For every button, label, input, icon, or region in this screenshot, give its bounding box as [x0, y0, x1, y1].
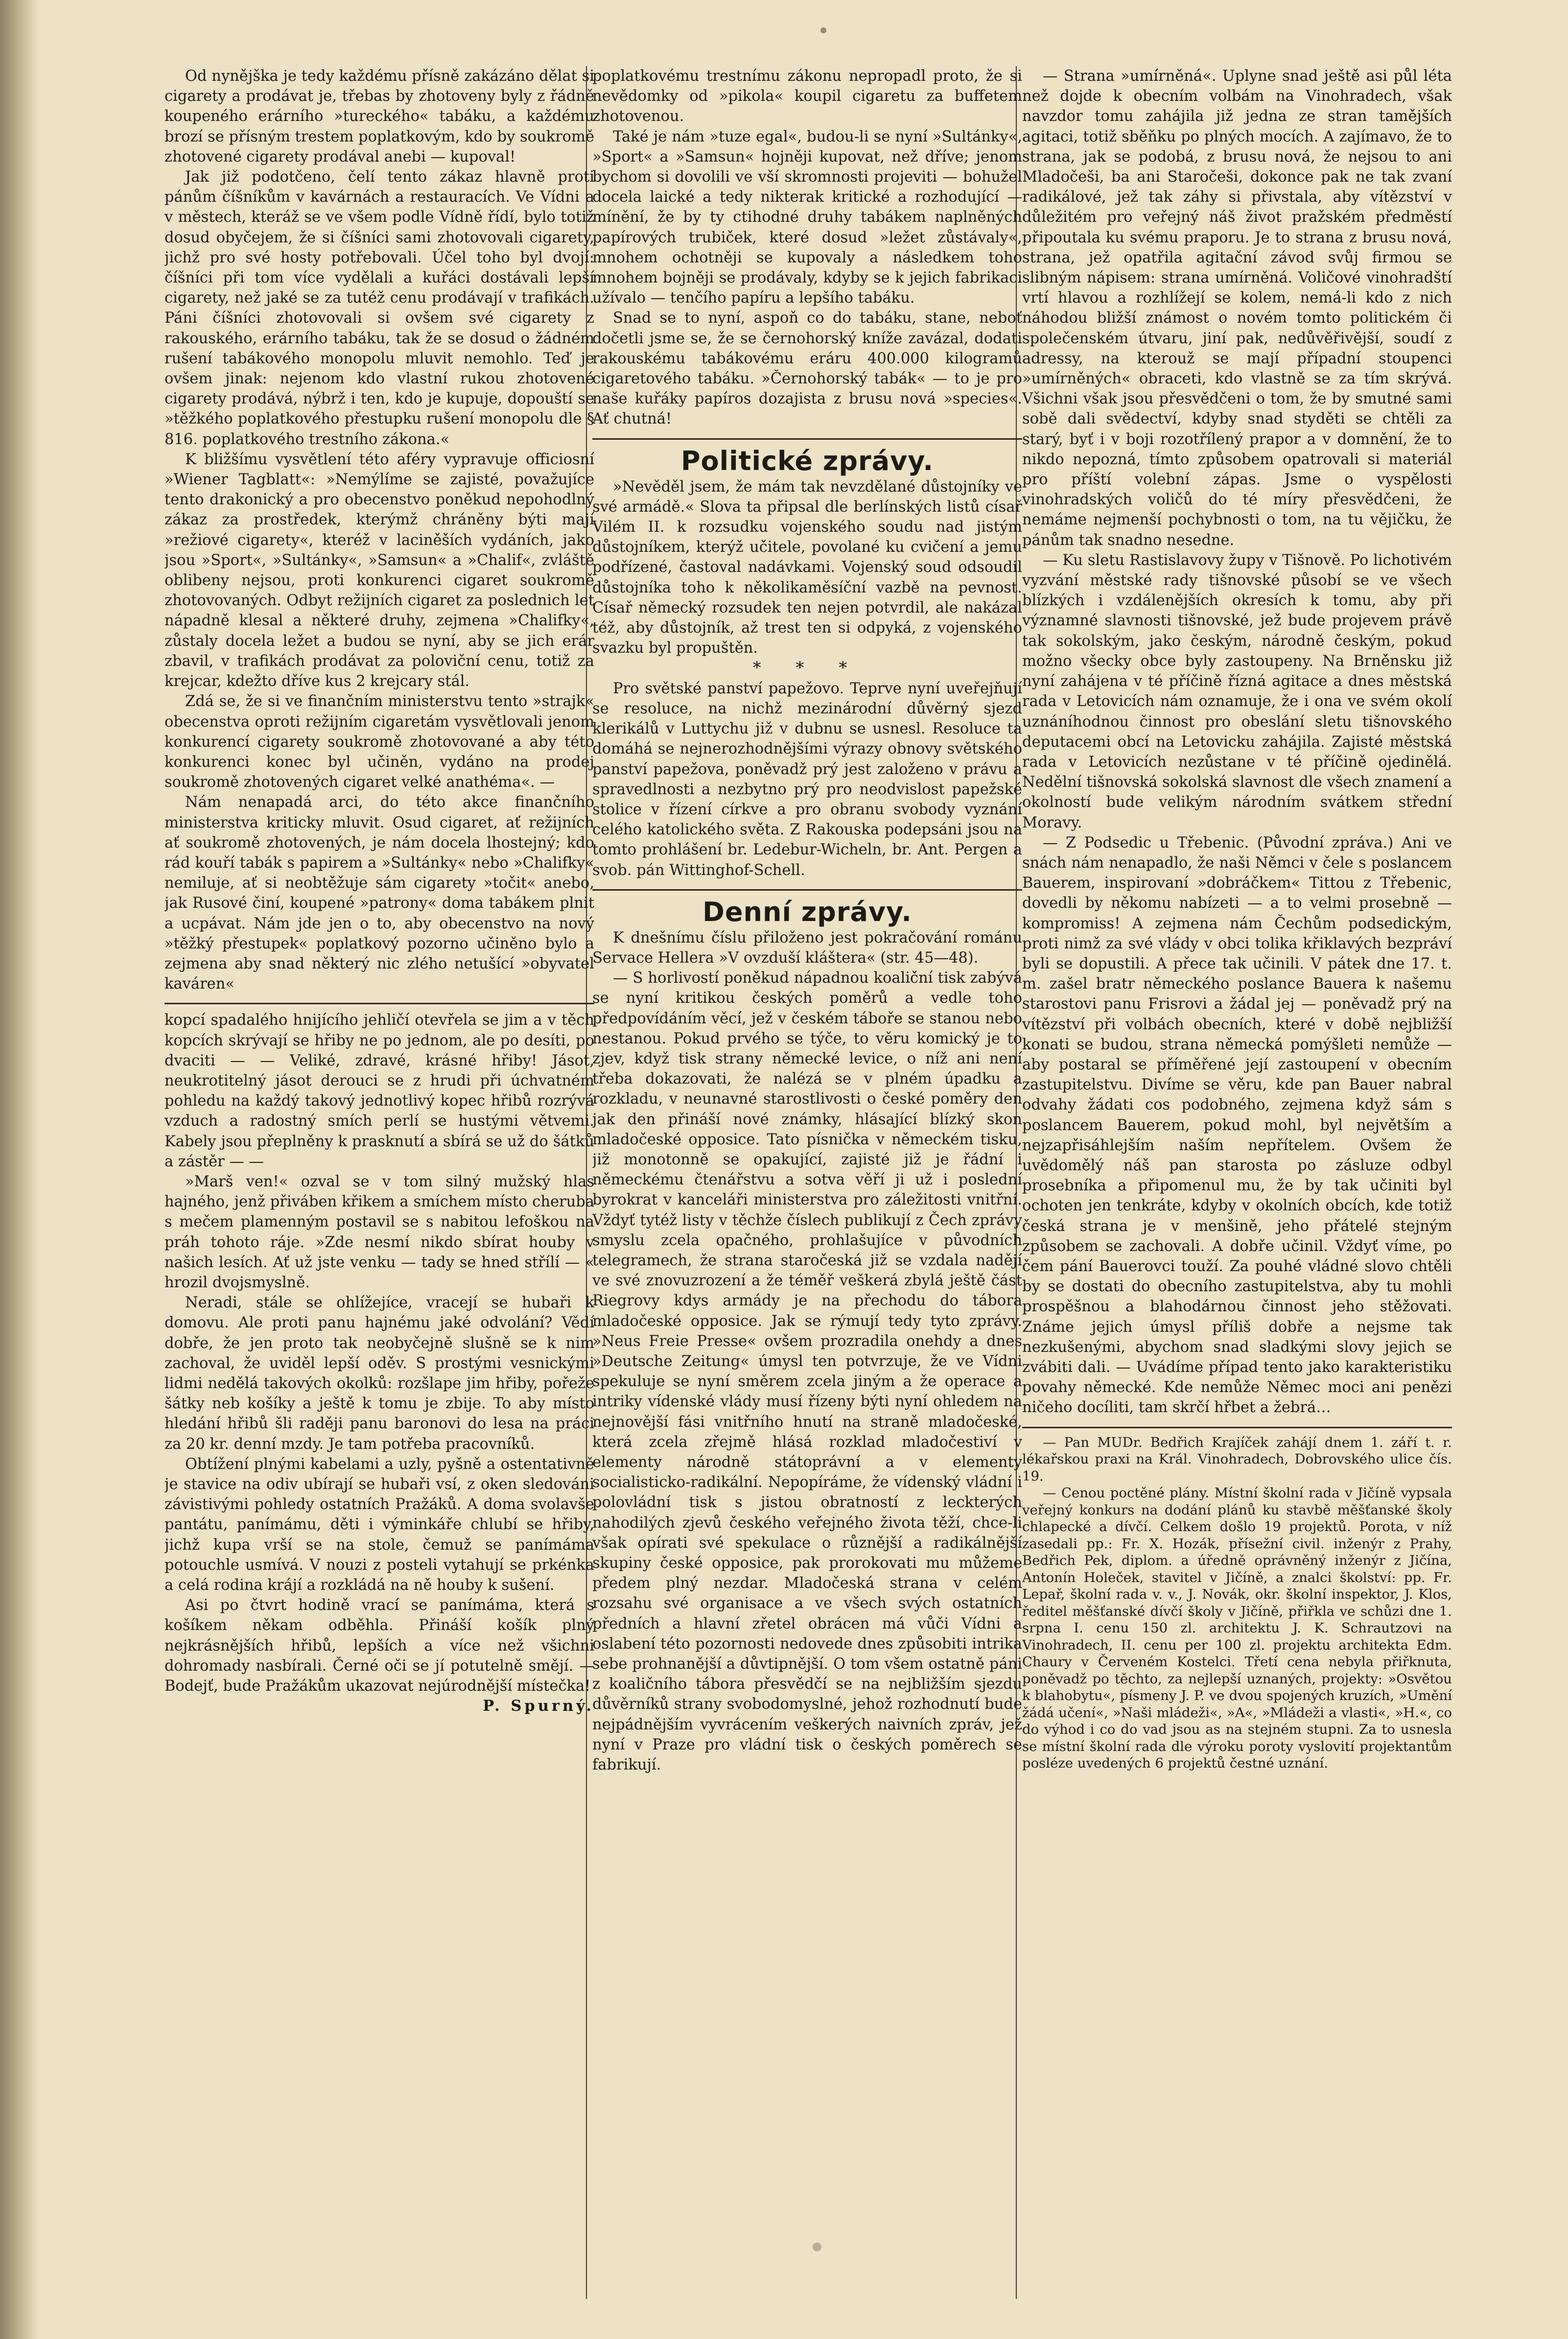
article-paragraph: Také je nám »tuze egal«, budou-li se nyní »Sultánky«, »Sport« a »Samsun« hojněji kupovat, než dříve; jenom bychom si dovolili ve vší skromnosti projeviti — bohužel docela laické a tedy nikterak kritické a rozhodující — mínění, že by ty ctihodné druhy tabákem naplněných papírových trubiček, které dosud »ležet zůstávaly«, mnohem ochotněji se kupovaly a následkem toho mnohem bojněji se prodávaly, kdyby se k jejich fabrikaci užívalo — tenčího papíru a lepšího tabáku. [592, 128, 1022, 307]
column-right [1022, 66, 1452, 2299]
article-paragraph: K bližšímu vysvětlení této aféry vypravuje officiosní »Wiener Tagblatt«: »Nemýlíme se zajisté, považujíce tento drakonický a pro obecenstvo poněkud nepohodlný zákaz za prostředek, kterýmž chráněny býti mají »režiové cigarety«, kteréž v laciněších vydáních, jako jsou »Sport«, »Sultánky«, »Samsun« a »Chalif«, zvláště oblibeny nejsou, proti konkurenci cigaret soukromě zhotovovaných. Odbyt režijních cigaret za poslednich let nápadně klesal a některé druhy, zejmena »Chalifky«, zůstaly docela ležet a budou se nyní, aby se jich erár zbavil, v trafikách prodávat za poloviční cenu, totiž za krejcar, kdežto dříve kus 2 krejcary stál. [164, 450, 594, 690]
article-paragraph: — Ku sletu Rastislavovy župy v Tišnově. Po lichotivém vyzvání městské rady tišnovské působí se ve všech blízkých i vzdálenějších okresích k tomu, aby při významné slavnosti tišnovské, jež bude projevem právě tak sokolským, jako českým, národně českým, pokud možno všecky obce byly zastoupeny. Na Brněnsku již nyní zahájena v té příčině řízná agitace a dnes městská rada v Letovicích nám oznamuje, že i ona ve svém okolí uznáníhodnou činnost pro obeslání sletu tišnovského deputacemi obcí na Letovicku zahájila. Zajisté městská rada v Letovicích nezůstane v té příčině ojedinělá. Nedělní tišnovská sokolská slavnost dle všech znamení a okolností bude velikým národním svátkem střední Moravy. [1022, 551, 1452, 831]
article-paragraph: Pro světské panství papežovo. Teprve nyní uveřejňují se resoluce, na nichž mezinárodní důvěrný sjezd klerikálů v Luttychu již v dubnu se usnesl. Resoluce ta domáhá se nejnerozhodnějšími výrazy obnovy světského panství papežova, poněvadž prý jest založeno v právu a spravedlnosti a nezbytno prý pro neodvislost papežské stolice v řízení církve a pro obranu svobody vyznání celého katolického světa. Z Rakouska podepsáni jsou na tomto prohlášení br. Ledebur-Wicheln, br. Ant. Pergen a svob. pán Wittinghof-Schell. [592, 680, 1022, 879]
article-paragraph: — Z Podsedic u Třebenic. (Původní zpráva.) Ani ve snách nám nenapadlo, že naši Němci v čele s poslancem Bauerem, inspirovaní »dobráčkem« Tittou z Třebenic, dovedli by někomu nabízeti — a to velmi prosebně — kompromiss! A zejmena nám Čechům podsedickým, proti nimž za své vlády v obci tolika křiklavých bezpráví byli se dopustili. A přece tak učinili. V pátek dne 17. t. m. zašel bratr německého poslance Bauera k našemu starostovi panu Frisrovi a žádal jej — poněvadž prý na vítězství při volbách obecních, které v době nejbližší konati se budou, strana německá pomýšleti nemůže — aby postaral se příměřené její zastoupení v obecním zastupitelstvu. Divíme se věru, kde pan Bauer nabral odvahy žádati cos podobného, zejmena když sám s poslancem Bauerem, pokud mohl, byl největším a nejzapřisáhlejším naším nepřítelem. Ovšem že uvědomělý náš pan starosta po zásluze odbyl prosebníka a připomenul mu, že by tak učiniti byl ochoten jen tenkráte, kdyby v okolních obcích, kde totiž česká strana je v menšině, jeho přátelé stejným způsobem se zachovali. A dobře učinil. Vždyť víme, po čem pání Bauerovci touží. Za pouhé vládné slovo chtěli by se dostati do obecního zastupitelstva, aby tu mohli prospěšnou a blahodárnou činnost jeho stěžovati. Známe jejich úmysl příliš dobře a nejsme tak nezkušenými, abychom snad sladkými slovy jejich se zvábiti dali. — Uvádíme případ tento jako karakteristiku povahy německé. Kde nemůže Němec moci ani penězi ničeho docíliti, tam skrčí hřbet a žebrá… [1022, 834, 1452, 1417]
page-dot [820, 27, 826, 33]
feuilleton-divider [164, 1003, 594, 1004]
feuilleton-paragraph: Obtížení plnými kabelami a uzly, pyšně a ostentativně je stavice na odiv ubírají se hubaři vsí, z oken sledováni závistivými pohledy ostatních Pražáků. A doma svolavše pantátu, panímámu, děti i výminkáře chlubí se hřiby, jichž kupa vrší se na stole, čemuž se panímáma potouchle usmívá. V nouzi z posteli vytahují se prkénka a celá rodina krájí a rozkládá na ně houby k sušení. [164, 1455, 594, 1594]
feuilleton-paragraph: »Marš ven!« ozval se v tom silný mužský hlas hajného, jenž přiváben křikem a smíchem místo cheruba s mečem plamenným postavil se s nabitou lefoškou na práh tohoto ráje. »Zde nesmí nikdo sbírat houby v našich lesích. Ať už jste venku — tady se hned střílí — « hrozil dvojsmyslně. [164, 1173, 594, 1291]
article-paragraph: poplatkovému trestnímu zákonu nepropadl proto, že si nevědomky od »pikola« koupil cigaretu za buffetem zhotovenou. [592, 68, 1022, 125]
section-divider [592, 889, 1022, 891]
paper-mark [813, 2243, 821, 2251]
article-paragraph: »Nevěděl jsem, že mám tak nevzdělané důstojníky ve své armádě.« Slova ta připsal dle berlínských listů císař Vilém II. k rozsudku vojenského soudu nad jistým důstojníkem, kterýž učitele, povolané ku cvičení a jemu podřízené, častoval nadávkami. Vojenský soud odsoudil důstojníka toho k několikaměsíční vazbě na pevnost. Císař německý rozsudek ten nejen potvrdil, ale nakázal též, aby důstojník, až trest ten si odpyká, z vojenského svazku byl propuštěn. [592, 478, 1022, 657]
feuilleton-paragraph: Neradi, stále se ohlížejíce, vracejí se hubaři k domovu. Ale proti panu hajnému jaké odvolání? Vědí dobře, že jen proto tak neobyčejně slušně se k nim zachoval, že uviděl lepší oděv. S prostými vesnickými lidmi nedělá takových okolků: rozšlape jim hřiby, pořeže šátky neb košíky a ještě k tomu je zbije. To aby místo hledání hřibů šli raději panu baronovi do lesa na práci za 20 kr. denní mzdy. Je tam potřeba pracovníků. [164, 1294, 594, 1453]
article-paragraph: — Strana »umírněná«. Uplyne snad ještě asi půl léta než dojde k obecním volbám na Vinohradech, však navzdor tomu zahájila již jedna ze stran tamějších agitaci, totiž sběňku po plných mocích. A zajímavo, že to strana, jak se podobá, z brusu nová, že nejsou to ani Mladočeši, ba ani Staročeši, dokonce pak ne tak zvaní radikálové, jež tak záhy si přivstala, aby vítězství v důležitém pro veřejný náš život pražském předměstí připoutala ku svému praporu. Je to strana z brusu nová, strana, jež opatřila agitační závod svůj firmou se slibným nápisem: strana umírněná. Voličové vinohradští vrtí hlavou a rozhlížejí se kolem, nemá-li kdo z nich náhodou bližší známost o novém tomto politickém či společenském útvaru, jiní pak, nedůvěřivější, soudí z adressy, na kterouž se mají případní stoupenci »umírněných« obraceti, kdo vlastně se za tím skrývá. Všichni však jsou přesvědčeni o tom, že by smutné sami sobě dali svědectví, kdyby snad styděti se chtěli za starý, byť i v boji rozotřílený prapor a v domnění, že to nikdo nepozná, tímto způsobem opatrovali si materiál pro příští volební zápas. Jsme o vyspělosti vinohradských voličů do té míry přesvědčeni, že nemáme nejmenší pochybnosti o tom, na tu vějičku, že pánům tak snadno nesedne. [1022, 68, 1452, 549]
small-news-divider [1022, 1427, 1452, 1428]
section-heading-daily: Denní zprávy. [702, 896, 912, 927]
article-paragraph: Nám nenapadá arci, do této akce finančního ministerstva kriticky mluvit. Osud cigaret, ať režijních ať soukromě zhotovených, je nám docela lhostejný; kdo rád kouří tabák s papirem a »Sultánky« nebo »Chalifky« nemiluje, ať si neobtěžuje sám cigarety »točit« anebo, jak Rusové činí, koupené »patrony« doma tabákem plnit a ucpávat. Nám jde jen o to, aby obecenstvo na nový »těžký přestupek« poplatkový pozorno učiněno bylo a zejmena aby snad některý nic zlého netušící »obyvatel kaváren« [164, 794, 594, 993]
column-middle [592, 66, 1022, 2299]
author-signature: P. Spurný. [483, 1697, 594, 1715]
small-news-paragraph: — Cenou poctěné plány. Místní školní rada v Jičíně vypsala veřejný konkurs na dodání plánů ku stavbě měšťanské školy chlapecké a dívčí. Celkem došlo 19 projektů. Porota, v níž zasedali pp.: Fr. X. Hozák, přísežní civil. inženýr z Prahy, Bedřich Pek, diplom. a úředně oprávněný inženýr z Jičína, Antonín Holeček, stavitel v Jičíně, a znalci školství: pp. Fr. Lepař, školní rada v. v., J. Novák, okr. školní inspektor, J. Klos, ředitel měšťanské dívčí školy v Jičíně, přiřkla ve schůzi dne 1. srpna I. cenu 150 zl. architektu J. K. Schrautzovi na Vinohradech, II. cenu per 100 zl. projektu architekta Edm. Chaury v Červeném Kostelci. Třetí cena nebyla přiřknuta, poněvadž po těchto, za nejlepší uznaných, projekty: »Osvětou k blahobytu«, písmeny J. P. ve dvou spojených kruzích, »Umění žádá učení«, »Naši mládeži«, »A«, »Mládeži a vlasti«, »H.«, co do výhod i co do vad jsou as na stejném stupni. Za to usnesla se místní školní rada dle výroku poroty vyslovití projektantům posléze uvedených 6 projektů čestné uznání. [1022, 1485, 1452, 1772]
article-paragraph: Jak již podotčeno, čelí tento zákaz hlavně proti pánům číšníkům v kavárnách a restauracích. Ve Vídni a v městech, kteráž se ve všem podle Vídně řídí, bylo totiž dosud obyčejem, že si číšníci sami zhotovovali cigarety, jichž pro své hosty potřebovali. Účel toho byl dvojí: číšníci při tom více vydělali a kuřáci dostávali lepší cigarety, než jaké se za tutéž cenu prodávají v trafikách. Páni číšníci zhotovovali si ovšem své cigarety z rakouského, erárního tabáku, tak že se dosud o žádném rušení tabákového monopolu mluvit nemohlo. Teď je ovšem jinak: nejenom kdo vlastní rukou zhotovené cigarety prodává, nýbrž i ten, kdo je kupuje, dopouští se »těžkého poplatkového přestupku rušení monopolu dle § 816. poplatkového trestního zákona.« [164, 168, 594, 448]
section-divider [592, 438, 1022, 440]
feuilleton-paragraph: kopcí spadalého hnijícího jehličí otevřela se jim a v těch kopcích skrývají se hřiby ne po jednom, ale po desíti, po dvaciti — — Veliké, zdravé, krásné hřiby! Jásot, neukrotitelný jásot derouci se z hrudi při úchvatném pohledu na každý takový jednotlivý kopec hřibů rozrývá vzduch a radostný smích perlí se hustými větvemi. Kabely jsou přeplněny k prasknutí a sbírá se už do šátků a zástěr — — [164, 1012, 594, 1170]
article-paragraph: K dnešnímu číslu přiloženo jest pokračování románu Servace Hellera »V ovzduší kláštera« (str. 45—48). [592, 929, 1022, 967]
article-paragraph: Zdá se, že si ve finančním ministerstvu tento »strajk« obecenstva oproti režijním cigaretám vysvětlovali jenom konkurencí cigarety soukromě zhotovované a aby této konkurenci konec byl učiněn, vydáno na prodej soukromě zhotovených cigaret velké anathéma«. — [164, 693, 594, 791]
section-heading-political: Politické zprávy. [680, 445, 934, 476]
feuilleton-paragraph: Asi po čtvrt hodině vrací se panímáma, která s košíkem někam odběhla. Přináší košík plný nejkrásnějších hřibů, lepších a více než všichni dohromady nasbírali. Černé oči se jí potutelně smějí. — Bodejť, bude Pražákům ukazovat nejúrodnější místečka! [164, 1597, 594, 1695]
article-paragraph: Od nynějška je tedy každému přísně zakázáno dělat si cigarety a prodávat je, třebas by zhotoveny byly z řádně koupeného erárního »tureckého« tabáku, a každému brozí se přísným trestem poplatkovým, kdo by soukromě zhotovené cigarety prodával anebi — kupoval! [164, 68, 594, 165]
small-news-paragraph: — Pan MUDr. Bedřich Krajíček zahájí dnem 1. září t. r. lékařskou praxi na Král. Vinohradech, Dobrovského ulice čís. 19. [1022, 1434, 1452, 1484]
asterism: * * * [752, 658, 862, 678]
column-left [164, 66, 594, 2299]
page-binding-edge [0, 0, 39, 2339]
article-paragraph: — S horlivostí poněkud nápadnou koaliční tisk zabývá se nyní kritikou českých poměrů a vedle toho předpovídáním věcí, jež v českém táboře se stanou nebo nestanou. Pokud prvého se týče, to věru komický je to zjev, když tisk strany německé levice, o níž ani není třeba dokazovati, že nalézá se v plném úpadku a rozkladu, v neunavné starostlivosti o české poměry den jak den přináší nové známky, hlásající blízký skon mladočeské opposice. Tato písnička v německém tisku, již monotonně se opakující, zajisté již je řádní i německému čtenářstvu a sotva věří ji už i poslední byrokrat v kanceláři ministerstva pro záležitosti vnitřní. Vždyť tytéž listy v těchže číslech publikují z Čech zprávy smyslu zcela opačného, prohlašujíce v původních telegramech, že strana staročeská již se vzdala nadějí ve své znovuzrození a že téměř veškerá zbylá ještě část Riegrovy kdys armády je na přechodu do tábora mladočeské opposice. Jak se rýmují tedy tyto zprávy. »Neus Freie Presse« ovšem prozradila onehdy a dnes »Deutsche Zeitung« úmysl ten potvrzuje, že ve Vídni spekuluje se nyní směrem zcela jiným a že operace a intriky vídenské vlády musí řízeny býti nyní ohledem na nejnovější fási vnitřního hnutí na straně mladočeské, která zcela zřejmě hlásá rozklad mladočestiví v elementy národně státoprávní a v elementy socialisticko-radikální. Nepopíráme, že vídenský vládní i polovládní tisk s jistou obratností z leckterých nahodilých zjevů českého veřejného života těží, chce-li však opírati své spekulace o různější a radikálnější skupiny české opposice, pak prorokovati mu můžeme předem plný nezdar. Mladočeská strana v celém rozsahu své organisace a ve všech svých ostatních předních a hlavní zřetel obrácen má vůči Vídni a oslabení této pozornosti nedovede dnes způsobiti intrika sebe prohnanější a důvtipnější. O tom všem ostatně páni z koaličního tábora přesvědčí se na nejbližším sjezdu důvěrníků strany svobodomyslné, jehož rozhodnutí bude nejpádnějším vyvrácením veškerých naivních zpráv, jež nyní v Praze pro vládní tisk o českých poměrech se fabrikují. [592, 969, 1022, 1774]
article-paragraph: Snad se to nyní, aspoň co do tabáku, stane, neboť dočetli jsme se, že se černohorský kníže zavázal, dodati rakouskému tabákovému eráru 400.000 kilogramů cigaretového tabáku. »Černohorský tabák« — to je pro naše kuřáky papíros dozajista z brusu nová »species«. Ať chutná! [592, 309, 1022, 428]
